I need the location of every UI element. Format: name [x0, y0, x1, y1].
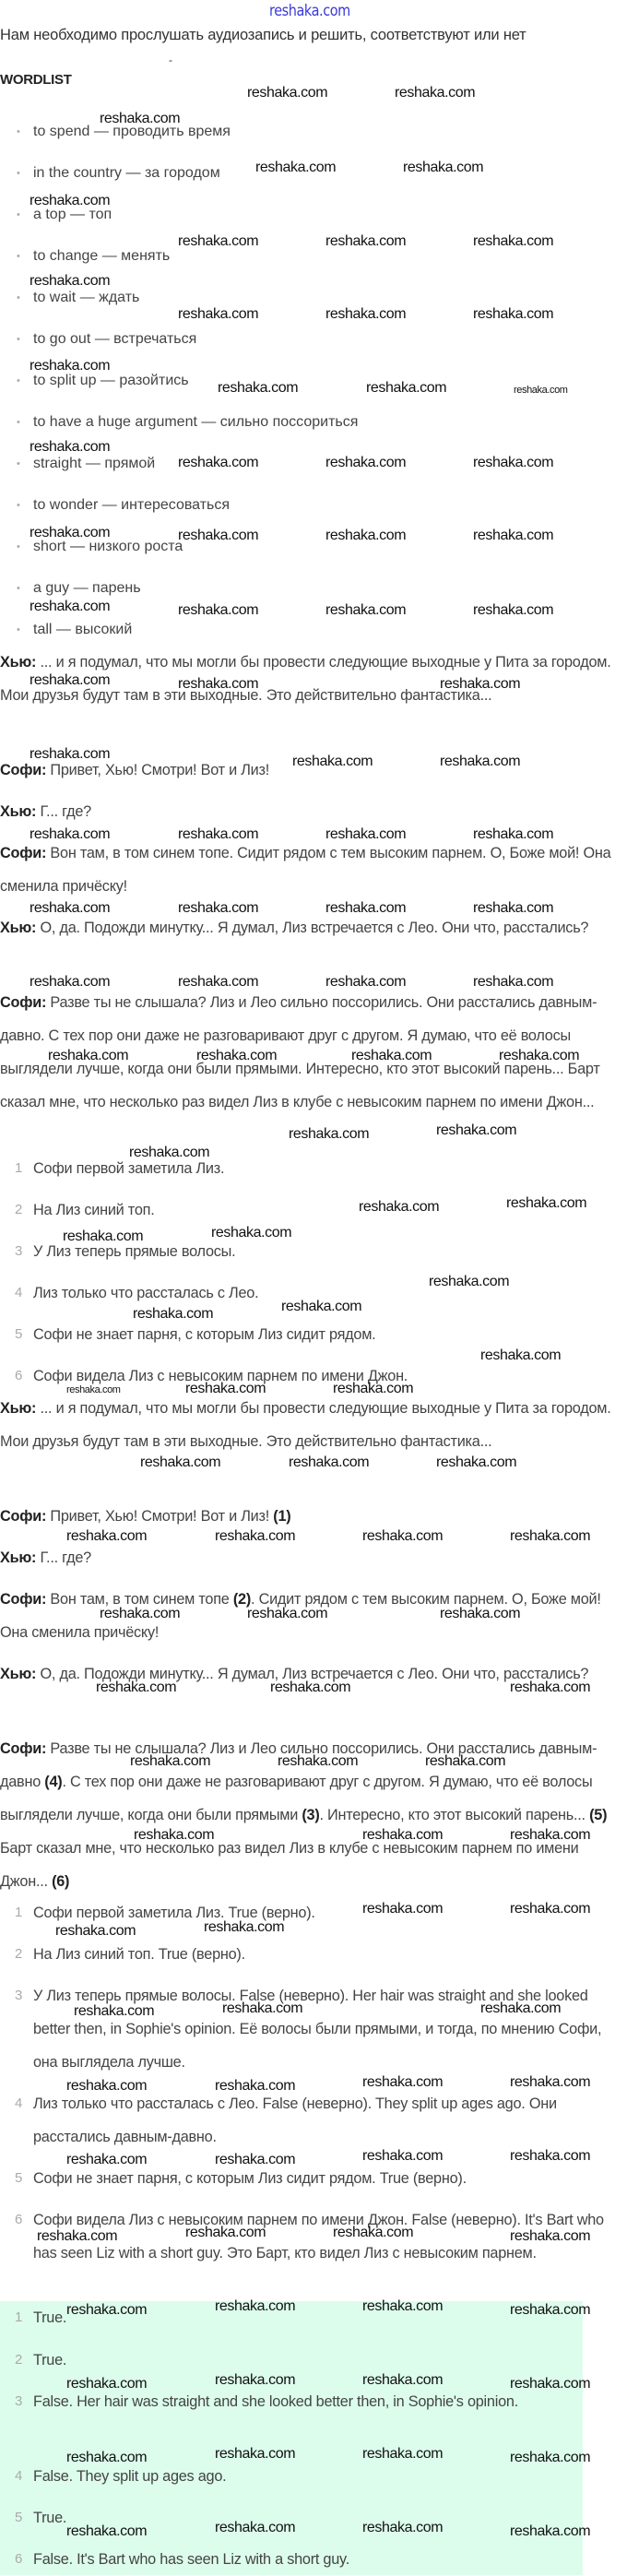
watermark-text: reshaka.com — [325, 900, 407, 916]
item-text: Софи видела Лиз с невысоким парнем по имени Джон. — [33, 1368, 408, 1384]
watermark-text: reshaka.com — [510, 2148, 591, 2164]
watermark-text: reshaka.com — [514, 385, 568, 396]
dialogue-text: Г... где? — [36, 803, 91, 820]
watermark-text: reshaka.com — [215, 2446, 296, 2462]
item-text: У Лиз теперь прямые волосы. False (неверно). Her hair was straight and she looked better then, in Sophie's opinion. Её волосы были прямыми, и тогда, по мнению Софи, она выглядела лучше. — [33, 1988, 602, 2071]
bullet-icon: • — [17, 126, 20, 137]
watermark-text: reshaka.com — [255, 160, 337, 175]
watermark-text: reshaka.com — [425, 1753, 506, 1769]
speaker-name: Софи: — [0, 762, 47, 778]
watermark-text: reshaka.com — [473, 974, 554, 990]
watermark-text: reshaka.com — [436, 1122, 517, 1138]
item-text: На Лиз синий топ. — [33, 1202, 155, 1218]
speaker-name: Хью: — [0, 1666, 37, 1682]
item-text: Софи не знает парня, с которым Лиз сидит рядом. — [33, 1326, 376, 1343]
watermark-text: reshaka.com — [66, 2523, 148, 2539]
item-number: 4 — [15, 1285, 23, 1300]
watermark-text: reshaka.com — [351, 1048, 432, 1063]
wordlist-item-text: to change — менять — [33, 248, 171, 264]
speaker-name: Софи: — [0, 994, 47, 1011]
watermark-text: reshaka.com — [140, 1454, 221, 1470]
watermark-text: reshaka.com — [510, 1680, 591, 1695]
watermark-text: reshaka.com — [30, 672, 111, 688]
watermark-text: reshaka.com — [66, 1528, 148, 1544]
bullet-icon: • — [17, 583, 20, 594]
statement-item — [0, 1318, 623, 1351]
explained-answer-item — [0, 1979, 623, 2079]
speaker-name: Софи: — [0, 1508, 47, 1525]
item-text: Лиз только что рассталась с Лео. — [33, 1285, 259, 1301]
watermark-text: reshaka.com — [362, 2298, 444, 2314]
item-text: Софи не знает парня, с которым Лиз сидит рядом. True (верно). — [33, 2170, 467, 2187]
dialogue-text: . Сидит рядом с тем высоким парнем. О, Боже мой! Она сменила причёску! — [0, 1591, 601, 1641]
watermark-text: reshaka.com — [480, 1347, 562, 1363]
watermark-text: reshaka.com — [30, 358, 111, 374]
watermark-text: reshaka.com — [66, 2152, 148, 2167]
bullet-icon: • — [17, 624, 20, 635]
watermark-text: reshaka.com — [429, 1274, 510, 1289]
watermark-text: reshaka.com — [362, 1827, 444, 1843]
wordlist-item-text: to split up — разойтись — [33, 373, 189, 388]
bullet-icon: • — [17, 500, 20, 511]
watermark-text: reshaka.com — [204, 1919, 285, 1935]
dialogue-line — [0, 795, 623, 828]
item-number: 1 — [15, 1160, 23, 1176]
watermark-text: reshaka.com — [510, 2074, 591, 2090]
watermark-text: reshaka.com — [130, 1753, 211, 1769]
dialogue-line — [0, 837, 623, 903]
watermark-text: reshaka.com — [362, 2148, 444, 2164]
dialogue-text: Вон там, в том синем топе. Сидит рядом с тем высоким парнем. О, Боже мой! Она сменила причёску! — [0, 845, 611, 895]
watermark-text: reshaka.com — [289, 1126, 370, 1142]
watermark-text: reshaka.com — [499, 1048, 580, 1063]
answer-marker: (1) — [273, 1508, 291, 1525]
watermark-text: reshaka.com — [289, 1454, 370, 1470]
wordlist-item-text: a guy — парень — [33, 580, 141, 596]
watermark-text: reshaka.com — [134, 1827, 215, 1843]
watermark-text: reshaka.com — [178, 455, 259, 470]
wordlist-heading: WORDLIST — [0, 72, 72, 88]
dialogue-text: Г... где? — [36, 1549, 91, 1566]
watermark-text: reshaka.com — [196, 1048, 278, 1063]
watermark-text: reshaka.com — [30, 273, 111, 289]
watermark-text: reshaka.com — [436, 1454, 517, 1470]
watermark-text: reshaka.com — [215, 2520, 296, 2535]
watermark-text: reshaka.com — [403, 160, 484, 175]
watermark-text: reshaka.com — [473, 900, 554, 916]
wordlist-item-text: short — низкого роста — [33, 539, 183, 554]
watermark-text: reshaka.com — [362, 1528, 444, 1544]
wordlist-item-text: tall — высокий — [33, 622, 133, 637]
watermark-text: reshaka.com — [30, 974, 111, 990]
item-number: 3 — [15, 1243, 23, 1259]
watermark-text: reshaka.com — [100, 111, 181, 126]
bullet-icon: • — [17, 292, 20, 303]
dialogue-text: О, да. Подожди минутку... Я думал, Лиз встречается с Лео. Они что, расстались? — [36, 1666, 589, 1682]
wordlist-item-text: to wait — ждать — [33, 290, 140, 305]
item-number: 1 — [15, 2309, 23, 2325]
watermark-text: reshaka.com — [178, 233, 259, 249]
item-number: 4 — [15, 2468, 23, 2484]
item-text: False. It's Bart who has seen Liz with a short guy. — [33, 2551, 349, 2568]
watermark-text: reshaka.com — [185, 2225, 266, 2240]
answer-marker: (5) — [589, 1807, 608, 1823]
task-instruction: Нам необходимо прослушать аудиозапись и решить, соответствуют или нет — [0, 27, 526, 43]
watermark-text: reshaka.com — [66, 2376, 148, 2392]
speaker-name: Софи: — [0, 845, 47, 861]
bullet-icon: • — [17, 334, 20, 345]
watermark-text: reshaka.com — [100, 1606, 181, 1621]
watermark-text: reshaka.com — [178, 900, 259, 916]
watermark-text: reshaka.com — [48, 1048, 129, 1063]
watermark-text: reshaka.com — [215, 2298, 296, 2314]
watermark-text: reshaka.com — [440, 1606, 521, 1621]
item-text: На Лиз синий топ. True (верно). — [33, 1946, 245, 1963]
watermark-text: reshaka.com — [247, 1606, 328, 1621]
watermark-text: reshaka.com — [440, 676, 521, 692]
bullet-icon: • — [17, 417, 20, 428]
item-number: 6 — [15, 1368, 23, 1383]
bullet-icon: • — [17, 375, 20, 386]
watermark-text: reshaka.com — [178, 306, 259, 322]
watermark-text: reshaka.com — [333, 2225, 414, 2240]
site-logo[interactable]: reshaka.com — [269, 2, 350, 20]
watermark-text: reshaka.com — [473, 602, 554, 618]
watermark-text: reshaka.com — [211, 1225, 292, 1241]
watermark-text: reshaka.com — [510, 1528, 591, 1544]
watermark-text: reshaka.com — [37, 2228, 118, 2244]
item-number: 2 — [15, 1202, 23, 1217]
watermark-text: reshaka.com — [480, 2000, 562, 2016]
watermark-text: reshaka.com — [96, 1680, 177, 1695]
item-number: 6 — [15, 2212, 23, 2227]
watermark-text: reshaka.com — [30, 746, 111, 762]
dialogue-text: Разве ты не слышала? Лиз и Лео сильно поссорились. Они расстались давным-давно. С тех пор они даже не разговаривают друг с другом. Я думаю, что её волосы выглядели лучше, когда они были прямыми. Интересно, кто этот высокий парень... Барт сказал мне, что несколько раз видел Лиз в клубе с невысоким парнем по имени Джон... — [0, 994, 600, 1110]
watermark-text: reshaka.com — [510, 2302, 591, 2318]
watermark-text: reshaka.com — [185, 1381, 266, 1396]
speaker-name: Хью: — [0, 654, 37, 671]
watermark-text: reshaka.com — [66, 2078, 148, 2094]
watermark-text: reshaka.com — [215, 2372, 296, 2388]
watermark-text: reshaka.com — [30, 193, 111, 208]
watermark-text: reshaka.com — [473, 306, 554, 322]
item-text: Софи первой заметила Лиз. — [33, 1160, 225, 1177]
watermark-text: reshaka.com — [30, 599, 111, 614]
dialogue-text: . С тех пор они даже не разговаривают друг с другом. Я думаю, что её волосы выглядели лучше, когда они были прямыми — [0, 1774, 593, 1823]
watermark-text: reshaka.com — [66, 2450, 148, 2465]
watermark-text: reshaka.com — [178, 676, 259, 692]
watermark-text: reshaka.com — [129, 1145, 210, 1160]
watermark-text: reshaka.com — [278, 1753, 359, 1769]
wordlist-item-text: straight — прямой — [33, 456, 156, 471]
bullet-icon: • — [17, 168, 20, 179]
watermark-text: reshaka.com — [510, 2228, 591, 2244]
watermark-text: reshaka.com — [362, 2074, 444, 2090]
item-text: False. Her hair was straight and she looked better then, in Sophie's opinion. — [33, 2393, 518, 2410]
bullet-icon: • — [17, 541, 20, 552]
speaker-name: Хью: — [0, 920, 37, 936]
watermark-text: reshaka.com — [55, 1923, 136, 1939]
separator-dash: - — [169, 53, 172, 66]
item-number: 3 — [15, 1988, 23, 2003]
item-number: 4 — [15, 2095, 23, 2111]
dialogue-text: ... и я подумал, что мы могли бы провести следующие выходные у Пита за городом. Мои друзья будут там в эти выходные. Это действительно фантастика... — [0, 1400, 611, 1450]
bullet-icon: • — [17, 458, 20, 469]
dialogue-line — [0, 1392, 623, 1458]
item-text: True. — [33, 2352, 67, 2368]
watermark-text: reshaka.com — [292, 754, 373, 769]
watermark-text: reshaka.com — [63, 1229, 144, 1244]
dialogue-line — [0, 1541, 623, 1574]
watermark-text: reshaka.com — [325, 455, 407, 470]
wordlist-item-text: to have a huge argument — сильно поссориться — [33, 414, 359, 430]
watermark-text: reshaka.com — [222, 2000, 303, 2016]
watermark-text: reshaka.com — [440, 754, 521, 769]
watermark-text: reshaka.com — [366, 380, 447, 396]
watermark-text: reshaka.com — [270, 1680, 351, 1695]
item-number: 5 — [15, 2170, 23, 2186]
watermark-text: reshaka.com — [215, 1528, 296, 1544]
watermark-text: reshaka.com — [362, 2446, 444, 2462]
watermark-text: reshaka.com — [215, 2078, 296, 2094]
wordlist-item-text: to go out — встречаться — [33, 331, 197, 347]
watermark-text: reshaka.com — [247, 85, 328, 101]
answer-marker: (2) — [232, 1591, 252, 1608]
watermark-text: reshaka.com — [215, 2152, 296, 2167]
dialogue-text: О, да. Подожди минутку... Я думал, Лиз встречается с Лео. Они что, расстались? — [36, 920, 589, 936]
wordlist-item-text: to wonder — интересоваться — [33, 497, 231, 513]
item-text: False. They split up ages ago. — [33, 2468, 227, 2485]
item-number: 1 — [15, 1905, 23, 1920]
dialogue-text: Разве ты не слышала? Лиз и Лео сильно поссорились. Они расстались давным-давно — [0, 1740, 597, 1790]
wordlist-item-text: to spend — проводить время — [33, 124, 231, 139]
item-text: Софи видела Лиз с невысоким парнем по имени Джон. False (неверно). It's Bart who has seen Liz with a short guy. Это Барт, кто видел Лиз с невысоким парнем. — [33, 2212, 604, 2261]
watermark-text: reshaka.com — [30, 439, 111, 455]
item-number: 5 — [15, 2510, 23, 2525]
watermark-text: reshaka.com — [325, 602, 407, 618]
statement-item — [0, 1152, 623, 1185]
item-number: 2 — [15, 1946, 23, 1962]
watermark-text: reshaka.com — [178, 602, 259, 618]
watermark-text: reshaka.com — [178, 826, 259, 842]
speaker-name: Хью: — [0, 1400, 37, 1417]
watermark-text: reshaka.com — [359, 1199, 440, 1215]
watermark-text: reshaka.com — [510, 2376, 591, 2392]
watermark-text: reshaka.com — [473, 455, 554, 470]
item-number: 5 — [15, 1326, 23, 1342]
watermark-text: reshaka.com — [362, 2520, 444, 2535]
watermark-text: reshaka.com — [66, 2302, 148, 2318]
dialogue-text: Привет, Хью! Смотри! Вот и Лиз! — [46, 762, 270, 778]
dialogue-text: Барт сказал мне, что несколько раз видел Лиз в клубе с невысоким парнем по имени Джон... — [0, 1840, 579, 1890]
bullet-icon: • — [17, 209, 20, 220]
answer-marker: (4) — [44, 1774, 63, 1790]
short-answer-item — [0, 2543, 623, 2576]
dialogue-text: ... и я подумал, что мы могли бы провести следующие выходные у Пита за городом. Мои друзья будут там в эти выходные. Это действительно фантастика... — [0, 654, 611, 704]
speaker-name: Хью: — [0, 803, 37, 820]
watermark-text: reshaka.com — [510, 1827, 591, 1843]
explained-answer-item — [0, 1938, 623, 1971]
bullet-icon: • — [17, 251, 20, 262]
dialogue-text: . Интересно, кто этот высокий парень... — [319, 1807, 590, 1823]
watermark-text: reshaka.com — [510, 1901, 591, 1917]
watermark-text: reshaka.com — [178, 528, 259, 543]
answer-marker: (6) — [52, 1873, 70, 1890]
item-number: 2 — [15, 2352, 23, 2368]
watermark-text: reshaka.com — [473, 233, 554, 249]
item-text: У Лиз теперь прямые волосы. — [33, 1243, 236, 1260]
watermark-text: reshaka.com — [362, 2372, 444, 2388]
watermark-text: reshaka.com — [506, 1195, 587, 1211]
item-text: True. — [33, 2309, 67, 2326]
watermark-text: reshaka.com — [178, 974, 259, 990]
watermark-text: reshaka.com — [325, 233, 407, 249]
speaker-name: Хью: — [0, 1549, 37, 1566]
explained-answer-item — [0, 2087, 623, 2154]
watermark-text: reshaka.com — [281, 1299, 362, 1314]
item-text: True. — [33, 2510, 67, 2526]
watermark-text: reshaka.com — [325, 826, 407, 842]
watermark-text: reshaka.com — [133, 1306, 214, 1322]
item-text: Лиз только что рассталась с Лео. False (неверно). They split up ages ago. Они расстались давным-давно. — [33, 2095, 557, 2145]
watermark-text: reshaka.com — [66, 1384, 121, 1395]
watermark-text: reshaka.com — [362, 1901, 444, 1917]
dialogue-text: Вон там, в том синем топе — [46, 1591, 233, 1608]
watermark-text: reshaka.com — [30, 826, 111, 842]
watermark-text: reshaka.com — [325, 528, 407, 543]
item-number: 6 — [15, 2551, 23, 2567]
watermark-text: reshaka.com — [30, 525, 111, 540]
watermark-text: reshaka.com — [510, 2450, 591, 2465]
watermark-text: reshaka.com — [325, 974, 407, 990]
watermark-text: reshaka.com — [218, 380, 299, 396]
watermark-text: reshaka.com — [325, 306, 407, 322]
watermark-text: reshaka.com — [74, 2003, 155, 2019]
watermark-text: reshaka.com — [510, 2523, 591, 2539]
item-text: Софи первой заметила Лиз. True (верно). — [33, 1905, 315, 1921]
watermark-text: reshaka.com — [473, 528, 554, 543]
item-number: 3 — [15, 2393, 23, 2409]
watermark-text: reshaka.com — [473, 826, 554, 842]
wordlist-item-text: in the country — за городом — [33, 165, 220, 181]
wordlist-item-text: a top — топ — [33, 207, 112, 222]
short-answer-item — [0, 2344, 623, 2377]
answer-marker: (3) — [302, 1807, 320, 1823]
watermark-text: reshaka.com — [30, 900, 111, 916]
watermark-text: reshaka.com — [333, 1381, 414, 1396]
speaker-name: Софи: — [0, 1740, 47, 1757]
speaker-name: Софи: — [0, 1591, 47, 1608]
dialogue-text: Привет, Хью! Смотри! Вот и Лиз! — [46, 1508, 274, 1525]
watermark-text: reshaka.com — [395, 85, 476, 101]
